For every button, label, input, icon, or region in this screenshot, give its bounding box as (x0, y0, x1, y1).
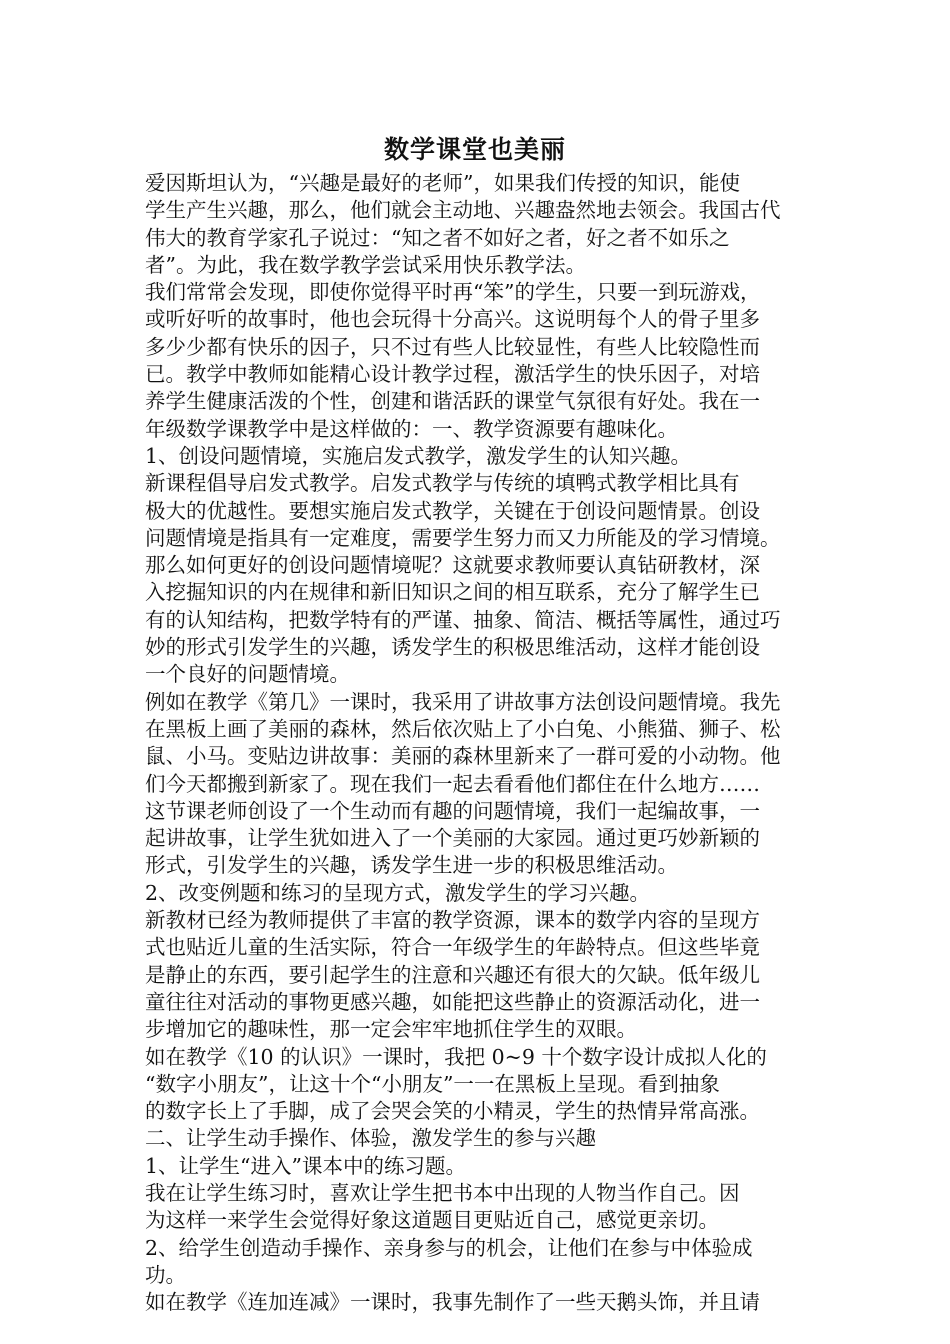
text-line: 1、创设问题情境，实施启发式教学，激发学生的认知兴趣。 (145, 443, 692, 468)
text-line: 起讲故事，让学生犹如进入了一个美丽的大家园。通过更巧妙新颖的 (145, 826, 760, 851)
document-body (145, 170, 815, 1316)
text-line: 已。教学中教师如能精心设计教学过程，激活学生的快乐因子，对培 (145, 362, 760, 387)
text-line: 问题情境是指具有一定难度，需要学生努力而又力所能及的学习情境。 (145, 525, 781, 550)
text-line: 鼠、小马。变贴边讲故事：美丽的森林里新来了一群可爱的小动物。他 (145, 744, 781, 769)
text-line: 新课程倡导启发式教学。启发式教学与传统的填鸭式教学相比具有 (145, 471, 740, 496)
text-line: 我们常常会发现，即使你觉得平时再“笨”的学生，只要一到玩游戏， (145, 280, 761, 305)
text-line: 学生产生兴趣，那么，他们就会主动地、兴趣盎然地去领会。我国古代 (145, 198, 781, 223)
text-line: 2、给学生创造动手操作、亲身参与的机会，让他们在参与中体验成 (145, 1235, 753, 1260)
text-line: 有的认知结构，把数学特有的严谨、抽象、简洁、概括等属性，通过巧 (145, 607, 781, 632)
text-line: 新教材已经为教师提供了丰富的教学资源，课本的数学内容的呈现方 (145, 908, 760, 933)
text-line: 养学生健康活泼的个性，创建和谐活跃的课堂气氛很有好处。我在一 (145, 389, 760, 414)
text-line: 的数字长上了手脚，成了会哭会笑的小精灵，学生的热情异常高涨。 (145, 1099, 760, 1124)
text-line: 形式，引发学生的兴趣，诱发学生进一步的积极思维活动。 (145, 853, 678, 878)
document-title: 数学课堂也美丽 (383, 135, 566, 164)
text-line: 入挖掘知识的内在规律和新旧知识之间的相互联系，充分了解学生已 (145, 580, 760, 605)
text-line: 是静止的东西，要引起学生的注意和兴趣还有很大的欠缺。低年级儿 (145, 962, 760, 987)
text-line: 多少少都有快乐的因子，只不过有些人比较显性，有些人比较隐性而 (145, 334, 760, 359)
text-line: 年级数学课教学中是这样做的：一、教学资源要有趣味化。 (145, 416, 678, 441)
text-line: 爱因斯坦认为，“兴趣是最好的老师”，如果我们传授的知识，能使 (145, 171, 740, 195)
text-line: 二、让学生动手操作、体验，激发学生的参与兴趣 (145, 1126, 596, 1151)
text-line: 童往往对活动的事物更感兴趣，如能把这些静止的资源活动化，进一 (145, 989, 760, 1014)
text-line: 我在让学生练习时，喜欢让学生把书本中出现的人物当作自己。因 (145, 1180, 740, 1205)
text-line: 们今天都搬到新家了。现在我们一起去看看他们都住在什么地方…… (145, 771, 760, 796)
text-line: 例如在教学《第几》一课时，我采用了讲故事方法创设问题情境。我先 (145, 689, 781, 714)
text-line: 伟大的教育学家孔子说过：“知之者不如好之者，好之者不如乐之 (145, 225, 730, 250)
text-line: “数字小朋友”，让这十个“小朋友”一一在黑板上呈现。看到抽象 (145, 1071, 720, 1096)
text-line: 那么如何更好的创设问题情境呢？这就要求教师要认真钻研教材，深 (145, 553, 760, 578)
text-line: 功。 (145, 1262, 186, 1287)
text-line: 妙的形式引发学生的兴趣，诱发学生的积极思维活动，这样才能创设 (145, 635, 760, 660)
text-line: 者”。为此，我在数学教学尝试采用快乐教学法。 (145, 252, 586, 277)
text-line: 如在教学《10 的认识》一课时，我把 0~9 十个数字设计成拟人化的 (145, 1044, 767, 1069)
text-line: 极大的优越性。要想实施启发式教学，关键在于创设问题情景。创设 (145, 498, 760, 523)
text-line: 2、改变例题和练习的呈现方式，激发学生的学习兴趣。 (145, 880, 651, 905)
text-line: 为这样一来学生会觉得好象这道题目更贴近自己，感觉更亲切。 (145, 1208, 719, 1233)
text-line: 在黑板上画了美丽的森林，然后依次贴上了小白兔、小熊猫、狮子、松 (145, 716, 781, 741)
text-line: 或听好听的故事时，他也会玩得十分高兴。这说明每个人的骨子里多 (145, 307, 760, 332)
text-line: 步增加它的趣味性，那一定会牢牢地抓住学生的双眼。 (145, 1017, 637, 1042)
text-line: 这节课老师创设了一个生动而有趣的问题情境，我们一起编故事，一 (145, 798, 760, 823)
text-line: 如在教学《连加连减》一课时，我事先制作了一些天鹅头饰，并且请 (145, 1290, 760, 1315)
text-line: 一个良好的问题情境。 (145, 662, 350, 687)
text-line: 1、让学生“进入”课本中的练习题。 (145, 1153, 467, 1178)
text-line: 式也贴近儿童的生活实际，符合一年级学生的年龄特点。但这些毕竟 (145, 935, 760, 960)
